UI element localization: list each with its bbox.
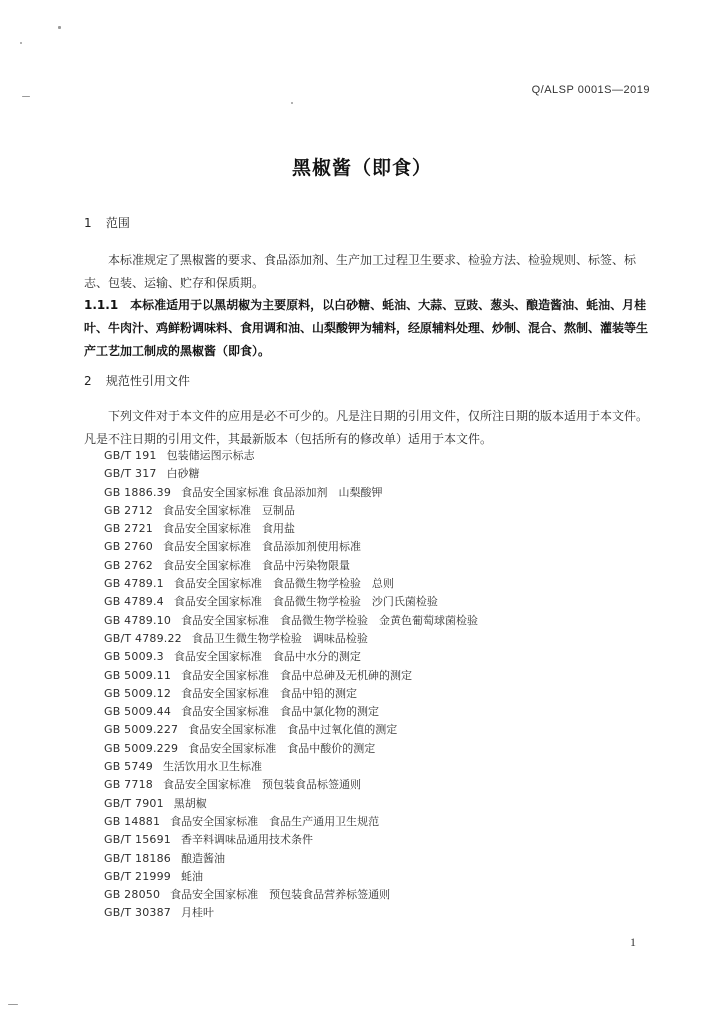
reference-item (104, 868, 478, 886)
scan-speck (58, 26, 61, 29)
reference-item (104, 465, 478, 483)
reference-title: 食品安全国家标准 食品中酸价的测定 (188, 741, 376, 755)
reference-code: GB/T 191 (104, 449, 157, 462)
reference-code: GB 7718 (104, 778, 153, 792)
reference-title: 白砂糖 (166, 467, 200, 481)
reference-code: GB 1886.39 (104, 485, 172, 499)
reference-code: GB/T 7901 (104, 796, 164, 810)
standard-code: Q/ALSP 0001S—2019 (531, 84, 650, 96)
reference-code: GB 28050 (104, 888, 161, 902)
scan-speck (22, 96, 30, 97)
reference-code: GB 5009.227 (104, 723, 179, 737)
reference-item (104, 447, 478, 465)
reference-title: 食品安全国家标准 食品微生物学检验 金黄色葡萄球菌检验 (181, 613, 479, 627)
reference-item (104, 484, 478, 502)
reference-item (104, 850, 478, 868)
reference-item (104, 703, 478, 721)
reference-title: 香辛料调味品通用技术条件 (181, 833, 313, 847)
reference-title: 食品安全国家标准 食品中过氧化值的测定 (188, 723, 398, 737)
reference-code: GB 2721 (104, 522, 153, 536)
reference-title: 蚝油 (181, 869, 203, 883)
reference-title: 月桂叶 (181, 906, 214, 920)
reference-title: 食品安全国家标准 食品添加剂使用标准 (162, 540, 361, 554)
scope-paragraph: 本标准规定了黑椒酱的要求、食品添加剂、生产加工过程卫生要求、检验方法、检验规则、标签、标志、包装、运输、贮存和保质期。 (84, 253, 637, 290)
reference-title: 食品安全国家标准 食品中污染物限量 (162, 558, 350, 572)
reference-item (104, 648, 478, 666)
reference-item (104, 904, 478, 922)
reference-item (104, 520, 478, 538)
reference-code: GB/T 21999 (104, 869, 171, 883)
reference-title: 食品安全国家标准 食品添加剂 山梨酸钾 (181, 485, 383, 499)
reference-item (104, 813, 478, 831)
reference-title: 食品安全国家标准 预包装食品营养标签通则 (170, 888, 391, 902)
reference-title: 食品卫生微生物学检验 调味品检验 (191, 631, 368, 645)
reference-item (104, 575, 478, 593)
reference-title: 食品安全国家标准 预包装食品标签通则 (162, 778, 361, 792)
reference-code: GB 2712 (104, 503, 153, 517)
reference-title: 食品安全国家标准 食品生产通用卫生规范 (170, 814, 380, 828)
reference-item (104, 667, 478, 685)
reference-list (104, 447, 478, 923)
scan-speck (291, 102, 293, 104)
reference-code: GB 5009.12 (104, 686, 172, 700)
reference-title: 食品安全国家标准 食用盐 (162, 522, 295, 536)
reference-code: GB/T 4789.22 (104, 631, 182, 645)
reference-code: GB 5009.44 (104, 705, 172, 719)
scan-speck (8, 1004, 18, 1005)
reference-item (104, 886, 478, 904)
reference-title: 食品安全国家标准 食品中总砷及无机砷的测定 (181, 668, 413, 682)
reference-title: 食品安全国家标准 食品中铅的测定 (181, 686, 358, 700)
reference-title: 食品安全国家标准 食品微生物学检验 总则 (173, 577, 394, 591)
reference-title: 酿造酱油 (181, 851, 225, 865)
reference-title: 黑胡椒 (173, 796, 207, 810)
reference-code: GB/T 30387 (104, 906, 171, 920)
reference-item (104, 612, 478, 630)
reference-title: 食品安全国家标准 食品中氯化物的测定 (181, 705, 380, 719)
reference-code: GB 4789.1 (104, 577, 164, 591)
reference-item (104, 593, 478, 611)
reference-title: 生活饮用水卫生标准 (162, 760, 262, 774)
page-number: 1 (630, 935, 636, 949)
reference-item (104, 740, 478, 758)
section-heading-normative-references (84, 372, 190, 389)
section-title: 范围 (105, 216, 130, 230)
reference-code: GB 4789.4 (104, 595, 164, 609)
reference-item (104, 776, 478, 794)
reference-title: 食品安全国家标准 豆制品 (162, 503, 295, 517)
reference-title: 包装储运图示标志 (166, 449, 255, 462)
reference-code: GB 4789.10 (104, 613, 172, 627)
reference-code: GB 14881 (104, 814, 161, 828)
reference-item (104, 538, 478, 556)
reference-code: GB 5009.11 (104, 668, 172, 682)
section-number: 1 (84, 216, 92, 230)
reference-title: 食品安全国家标准 食品微生物学检验 沙门氏菌检验 (173, 595, 438, 609)
document-title: 黑椒酱（即食） (291, 157, 432, 179)
reference-code: GB 5009.3 (104, 650, 164, 664)
reference-item (104, 831, 478, 849)
reference-code: GB 2762 (104, 558, 153, 572)
reference-title: 食品安全国家标准 食品中水分的测定 (173, 650, 361, 664)
section-heading-scope (84, 214, 130, 231)
scan-speck (20, 42, 22, 44)
reference-code: GB 2760 (104, 540, 153, 554)
reference-item (104, 758, 478, 776)
reference-item (104, 685, 478, 703)
reference-item (104, 502, 478, 520)
reference-code: GB 5009.229 (104, 741, 179, 755)
scope-applicability-paragraph: 1.1.1 本标准适用于以黑胡椒为主要原料，以白砂糖、蚝油、大蒜、豆豉、葱头、酿造酱油、蚝油、月桂叶、牛肉汁、鸡鲜粉调味料、食用调和油、山梨酸钾为辅料，经原辅料处理、炒制、混合、熬制、灌装等生产工艺加工制成的黑椒酱（即食）。 (84, 298, 649, 358)
reference-item (104, 557, 478, 575)
reference-code: GB 5749 (104, 760, 153, 774)
reference-item (104, 721, 478, 739)
reference-item (104, 630, 478, 648)
section-number: 2 (84, 374, 92, 388)
section-title: 规范性引用文件 (105, 374, 190, 388)
reference-code: GB/T 317 (104, 467, 157, 481)
reference-code: GB/T 15691 (104, 833, 171, 847)
reference-code: GB/T 18186 (104, 851, 171, 865)
reference-item (104, 795, 478, 813)
references-intro-paragraph: 下列文件对于本文件的应用是必不可少的。凡是注日期的引用文件，仅所注日期的版本适用于本文件。凡是不注日期的引用文件，其最新版本（包括所有的修改单）适用于本文件。 (84, 409, 649, 446)
